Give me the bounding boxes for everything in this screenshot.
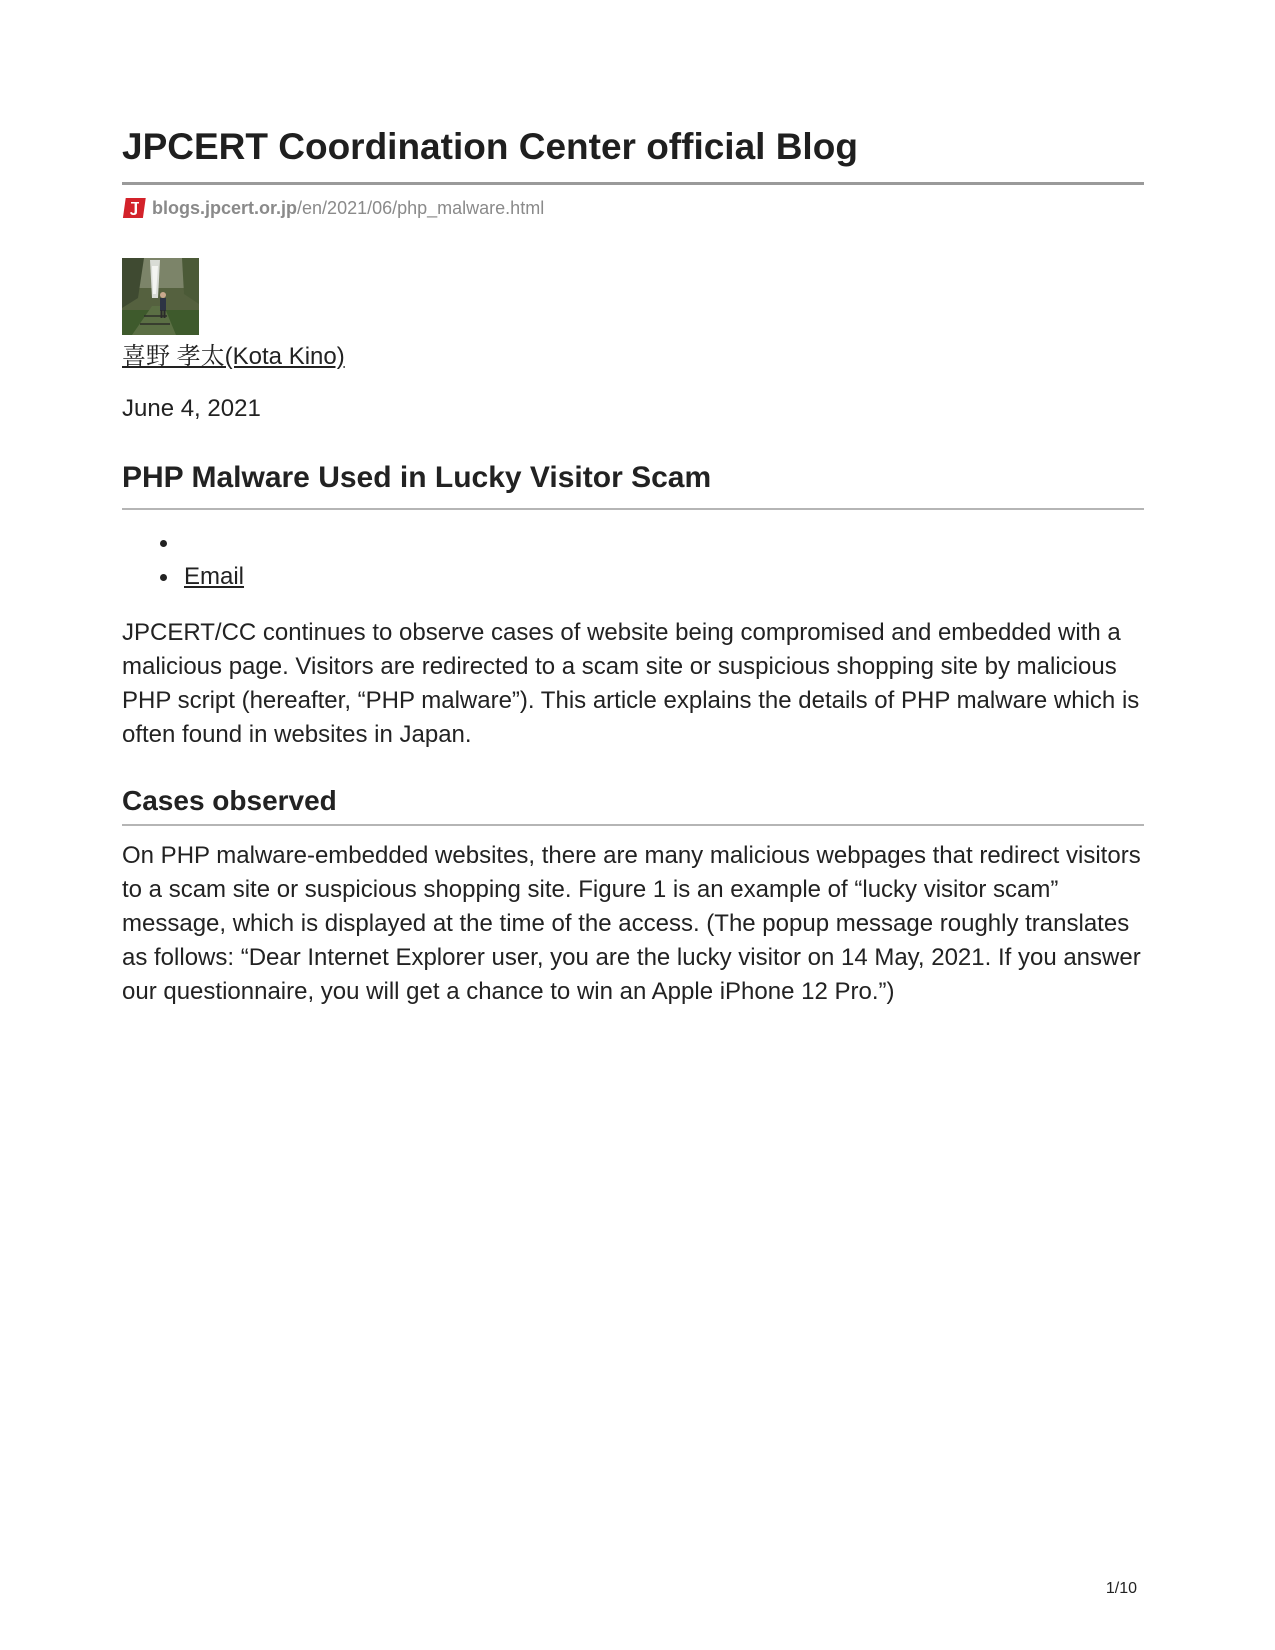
source-domain: blogs.jpcert.or.jp xyxy=(152,197,298,218)
section-divider xyxy=(122,824,1144,826)
share-item-email[interactable] xyxy=(122,560,244,594)
cases-paragraph: On PHP malware-embedded websites, there are many malicious webpages that redirect visitors to a scam site or suspicious shopping site. Figure 1 is an example of “lucky visitor scam” message, which is displayed at the time of the access. (The popup message roughly translates as follows: “Dear Internet Explorer user, you are the lucky visitor on 14 May, 2021. If you answer our questionnaire, you will get a chance to win an Apple iPhone 12 Pro.”) xyxy=(122,842,1141,1005)
page-number: 1/10 xyxy=(1105,1580,1137,1597)
post-title-divider xyxy=(122,508,1144,510)
post-title: PHP Malware Used in Lucky Visitor Scam xyxy=(122,461,712,494)
share-list xyxy=(122,526,244,594)
site-title: JPCERT Coordination Center official Blog xyxy=(122,126,858,167)
email-share-link[interactable]: Email xyxy=(184,563,245,590)
source-url[interactable] xyxy=(122,196,544,220)
jpcert-j-logo-icon xyxy=(122,196,146,220)
source-path: /en/2021/06/php_malware.html xyxy=(297,197,545,218)
section-heading-cases-observed: Cases observed xyxy=(122,785,337,816)
post-date: June 4, 2021 xyxy=(122,395,261,422)
title-divider xyxy=(122,182,1144,185)
author-avatar xyxy=(122,258,199,335)
author-name-link[interactable]: 喜野 孝太(Kota Kino) xyxy=(122,343,345,370)
intro-paragraph: JPCERT/CC continues to observe cases of website being compromised and embedded with a malicious page. Visitors are redirected to a scam site or suspicious shopping site by malicious PHP script (hereafter, “PHP malware”). This article explains the details of PHP malware which is often found in websites in Japan. xyxy=(122,619,1140,748)
share-item-empty[interactable] xyxy=(122,526,244,560)
